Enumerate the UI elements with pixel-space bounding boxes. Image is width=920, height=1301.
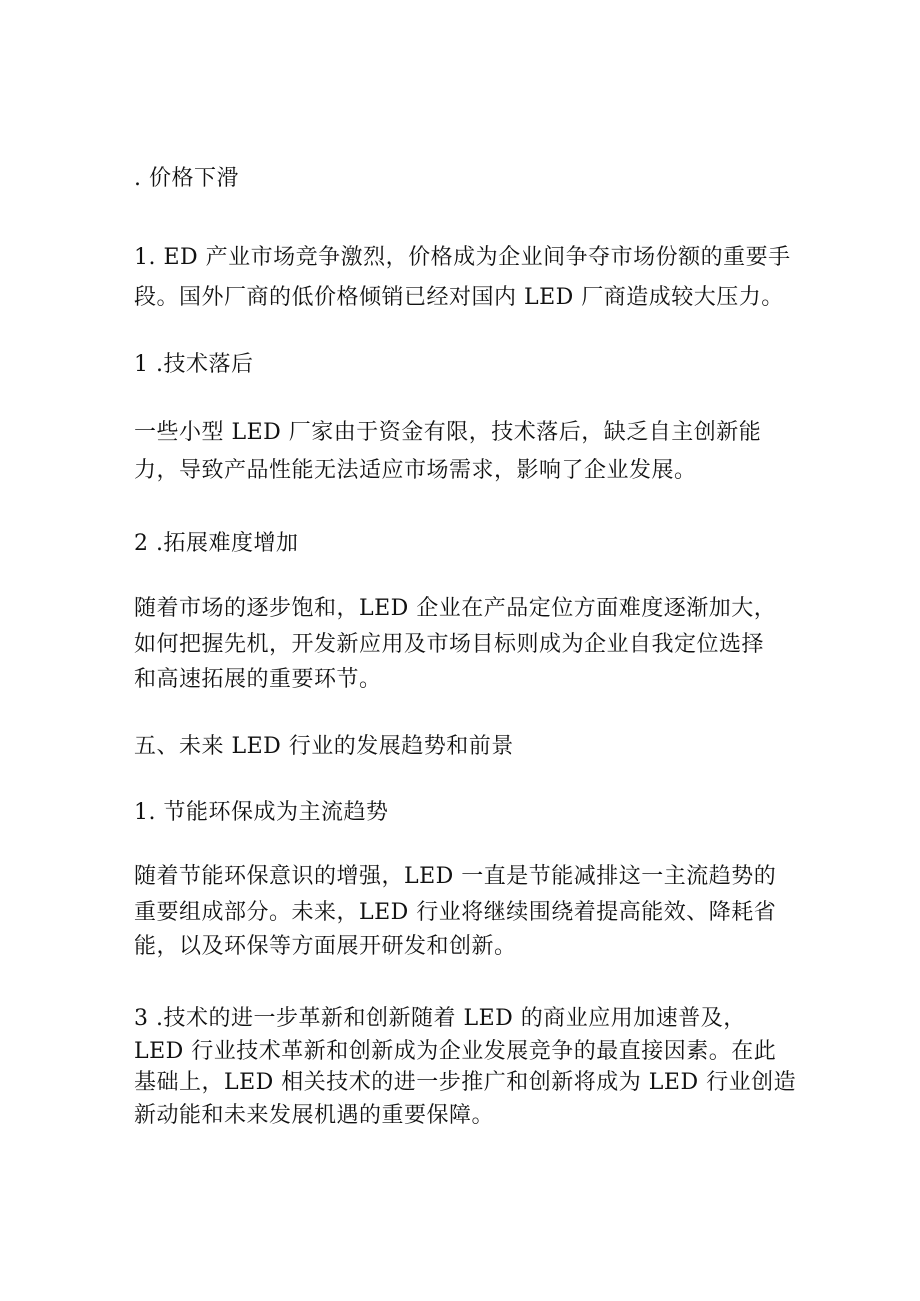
paragraph-line: 新动能和未来发展机遇的重要保障。 bbox=[134, 1103, 495, 1128]
section-heading-future-trends: 五、未来 LED 行业的发展趋势和前景 bbox=[134, 734, 514, 759]
paragraph-line: 段。国外厂商的低价格倾销已经对国内 LED 厂商造成较大压力。 bbox=[134, 285, 784, 310]
paragraph-line: 和高速拓展的重要环节。 bbox=[134, 667, 382, 692]
paragraph-line: 3 .技术的进一步革新和创新随着 LED 的商业应用加速普及， bbox=[134, 1006, 746, 1031]
paragraph-line: 力，导致产品性能无法适应市场需求，影响了企业发展。 bbox=[134, 458, 697, 483]
paragraph-line: 基础上，LED 相关技术的进一步推广和创新将成为 LED 行业创造 bbox=[134, 1070, 797, 1095]
section-heading-expansion-difficulty: 2 .拓展难度增加 bbox=[134, 531, 299, 556]
paragraph-line: 重要组成部分。未来，LED 行业将继续围绕着提高能效、降耗省 bbox=[134, 900, 777, 925]
paragraph-line: LED 行业技术革新和创新成为企业发展竞争的最直接因素。在此 bbox=[134, 1039, 777, 1064]
paragraph-line: 如何把握先机，开发新应用及市场目标则成为企业自我定位选择 bbox=[134, 632, 765, 657]
section-heading-energy-saving: 1. 节能环保成为主流趋势 bbox=[134, 800, 389, 825]
paragraph-line: 随着节能环保意识的增强，LED 一直是节能减排这一主流趋势的 bbox=[134, 864, 777, 889]
paragraph-line: 一些小型 LED 厂家由于资金有限，技术落后，缺乏自主创新能 bbox=[134, 420, 762, 445]
paragraph-line: 随着市场的逐步饱和，LED 企业在产品定位方面难度逐渐加大， bbox=[134, 596, 777, 621]
section-heading-technology-lag: 1 .技术落后 bbox=[134, 352, 254, 377]
paragraph-line: 能，以及环保等方面展开研发和创新。 bbox=[134, 934, 517, 959]
section-heading-price-decline: . 价格下滑 bbox=[134, 166, 239, 191]
paragraph-line: 1. ED 产业市场竞争激烈，价格成为企业间争夺市场份额的重要手 bbox=[134, 245, 791, 270]
